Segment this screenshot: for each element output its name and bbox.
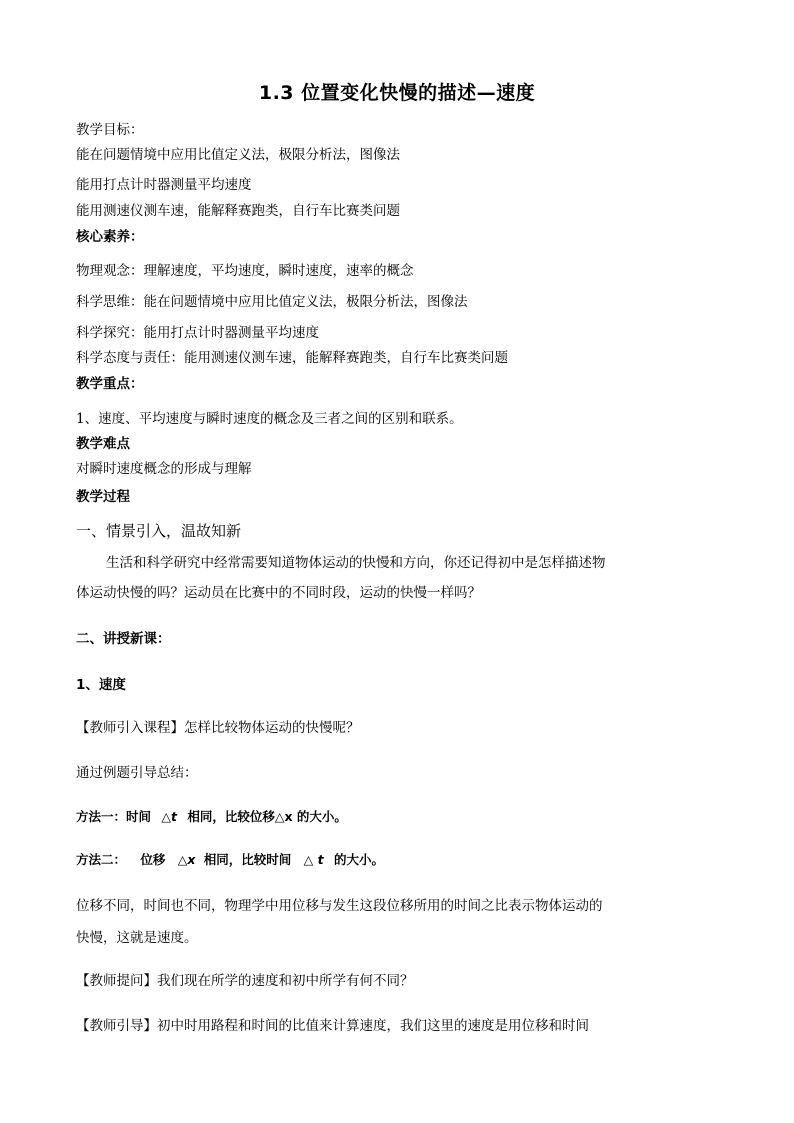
process-heading: 教学过程: [76, 489, 130, 505]
summary-line: 通过例题引导总结：: [76, 765, 198, 781]
subsection-heading: 1、速度: [76, 677, 126, 693]
method-two-symbol-b: △ t: [303, 852, 324, 867]
teacher-intro-line: [76, 719, 360, 737]
teacher-intro-text: 怎样比较物体运动的快慢呢？: [184, 720, 360, 736]
method-two: [76, 851, 384, 869]
definition-line: 快慢，这就是速度。: [76, 930, 198, 946]
goal-item: 能用打点计时器测量平均速度: [76, 177, 252, 193]
teacher-question-tag: 【教师提问】: [76, 973, 157, 989]
method-two-b: 相同，比较时间: [203, 852, 292, 867]
teacher-guide-text: 初中时用路程和时间的比值来计算速度，我们这里的速度是用位移和时间: [157, 1018, 589, 1034]
method-two-label: 方法二：: [76, 852, 127, 867]
section-heading: 一、情景引入，温故知新: [76, 522, 242, 540]
literacy-heading: 核心素养：: [76, 229, 144, 245]
method-two-c: 的大小。: [333, 852, 384, 867]
definition-line: 位移不同，时间也不同，物理学中用位移与发生这段位移所用的时间之比表示物体运动的: [76, 898, 603, 914]
key-point: 1、速度、平均速度与瞬时速度的概念及三者之间的区别和联系。: [76, 411, 463, 427]
goal-item: 能用测速仪测车速，能解释赛跑类，自行车比赛类问题: [76, 203, 400, 219]
difficulty-heading: 教学难点: [76, 436, 130, 452]
section-heading: 二、讲授新课：: [76, 631, 171, 647]
teacher-question-text: 我们现在所学的速度和初中所学有何不同？: [157, 973, 414, 989]
difficulty-text: 对瞬时速度概念的形成与理解: [76, 461, 252, 477]
key-heading: 教学重点：: [76, 376, 144, 392]
teacher-intro-tag: 【教师引入课程】: [76, 720, 184, 736]
teacher-guide-tag: 【教师引导】: [76, 1018, 157, 1034]
literacy-item: 科学探究：能用打点计时器测量平均速度: [76, 325, 319, 341]
literacy-item: 物理观念：理解速度，平均速度，瞬时速度，速率的概念: [76, 263, 414, 279]
method-one-symbol: △t: [161, 809, 177, 824]
method-two-a: 位移: [140, 852, 166, 867]
teacher-guide-line: [76, 1017, 589, 1035]
page-title: 1.3 位置变化快慢的描述—速度: [258, 82, 536, 104]
goal-item: 能在问题情境中应用比值定义法，极限分析法，图像法: [76, 147, 400, 163]
intro-paragraph-line: 生活和科学研究中经常需要知道物体运动的快慢和方向，你还记得初中是怎样描述物: [106, 555, 606, 571]
method-one-label: 方法一：时间: [76, 809, 152, 824]
literacy-item: 科学态度与责任：能用测速仪测车速，能解释赛跑类，自行车比赛类问题: [76, 350, 508, 366]
method-one-text: 相同，比较位移△x 的大小。: [187, 809, 347, 824]
teacher-question-line: [76, 972, 414, 990]
intro-paragraph-line: 体运动快慢的吗？运动员在比赛中的不同时段，运动的快慢一样吗？: [76, 585, 481, 601]
method-one: [76, 808, 347, 826]
goals-heading: 教学目标：: [76, 122, 144, 138]
literacy-item: 科学思维：能在问题情境中应用比值定义法，极限分析法，图像法: [76, 294, 468, 310]
method-two-symbol-a: △x: [177, 852, 196, 867]
